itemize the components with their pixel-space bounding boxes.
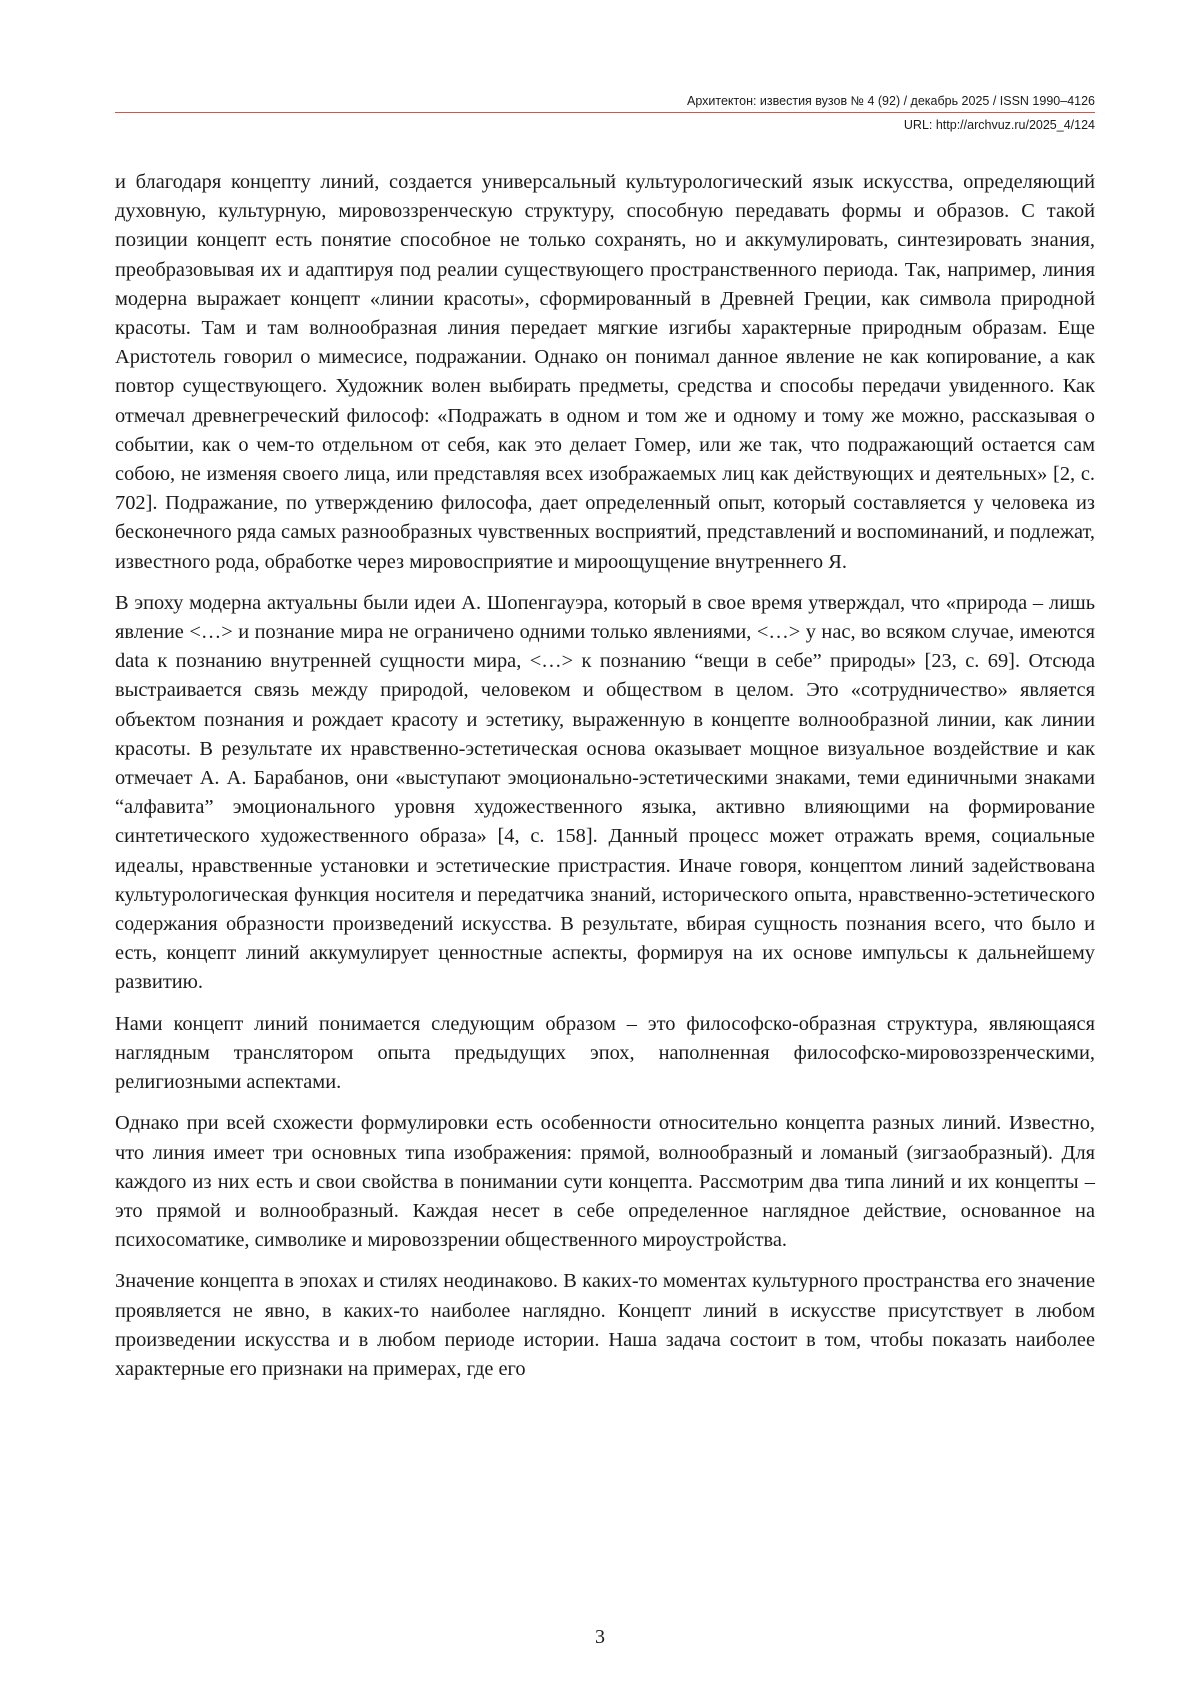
paragraph-2: В эпоху модерна актуальны были идеи А. Шопенгауэра, который в свое время утверждал, что «природа – лишь явление <…> и познание мира не ограничено одними только явлениями, <…> у нас, во всяком случае, имеются data к познанию внутренней сущности мира, <…> к познанию “вещи в себе” природы» [23, с. 69]. Отсюда выстраивается связь между природой, человеком и обществом в целом. Это «сотрудничество» является объектом познания и рождает красоту и эстетику, выраженную в концепте волнообразной линии, как линии красоты. В результате их нравственно-эстетическая основа оказывает мощное визуальное воздействие и как отмечает А. А. Барабанов, они «выступают эмоционально-эстетическими знаками, теми единичными знаками “алфавита” эмоционального уровня художественного языка, активно влияющими на формирование синтетического художественного образа» [4, с. 158]. Данный процесс может отражать время, социальные идеалы, нравственные установки и эстетические пристрастия. Иначе говоря, концептом линий задействована культурологическая функция носителя и передатчика знаний, исторического опыта, нравственно-эстетического содержания образности произведений искусства. В результате, вбирая сущность познания всего, что было и есть, концепт линий аккумулирует ценностные аспекты, формируя на их основе импульсы к дальнейшему развитию. <box>115 591 1095 994</box>
running-header <box>115 93 1095 133</box>
paragraph-1: и благодаря концепту линий, создается универсальный культурологический язык искусства, определяющий духовную, культурную, мировоззренческую структуру, способную передавать формы и образов. С такой позиции концепт есть понятие способное не только сохранять, но и аккумулировать, синтезировать знания, преобразовывая их и адаптируя под реалии существующего пространственного периода. Так, например, линия модерна выражает концепт «линии красоты», сформированный в Древней Греции, как символа природной красоты. Там и там волнообразная линия передает мягкие изгибы характерные природным образам. Еще Аристотель говорил о мимесисе, подражании. Однако он понимал данное явление не как копирование, а как повтор существующего. Художник волен выбирать предметы, средства и способы передачи увиденного. Как отмечал древнегреческий философ: «Подражать в одном и том же и одному и тому же можно, рассказывая о событии, как о чем-то отдельном от себя, как это делает Гомер, или же так, что подражающий остается сам собою, не изменяя своего лица, или представляя всех изображаемых лиц как действующих и деятельных» [2, с. 702]. Подражание, по утверждению философа, дает определенный опыт, который составляется у человека из бесконечного ряда самых разнообразных чувственных восприятий, представлений и воспоминаний, и подлежат, известного рода, обработке через мировосприятие и мироощущение внутреннего Я. <box>115 171 1095 573</box>
journal-citation: Архитектон: известия вузов № 4 (92) / декабрь 2025 / ISSN 1990–4126 <box>687 94 1095 108</box>
paragraph-5: Значение концепта в эпохах и стилях неодинаково. В каких-то моментах культурного пространства его значение проявляется не явно, в каких-то наиболее наглядно. Концепт линий в искусстве присутствует в любом произведении искусства и в любом периоде истории. Наша задача состоит в том, чтобы показать наиболее характерные его признаки на примерах, где его <box>115 1270 1095 1380</box>
page-number: 3 <box>595 1626 605 1648</box>
article-body <box>115 168 1095 1396</box>
article-url: URL: http://archvuz.ru/2025_4/124 <box>903 118 1095 132</box>
paragraph-3: Нами концепт линий понимается следующим образом – это философско-образная структура, являющаяся наглядным транслятором опыта предыдущих эпох, наполненная философско-мировоззренческими, религиозными аспектами. <box>115 1012 1095 1094</box>
paragraph-4: Однако при всей схожести формулировки есть особенности относительно концепта разных линий. Известно, что линия имеет три основных типа изображения: прямой, волнообразный и ломаный (зигзаобразный). Для каждого из них есть и свои свойства в понимании сути концепта. Рассмотрим два типа линий и их концепты – это прямой и волнообразный. Каждая несет в себе определенное наглядное действие, основанное на психосоматике, символике и мировоззрении общественного мироустройства. <box>115 1112 1095 1252</box>
